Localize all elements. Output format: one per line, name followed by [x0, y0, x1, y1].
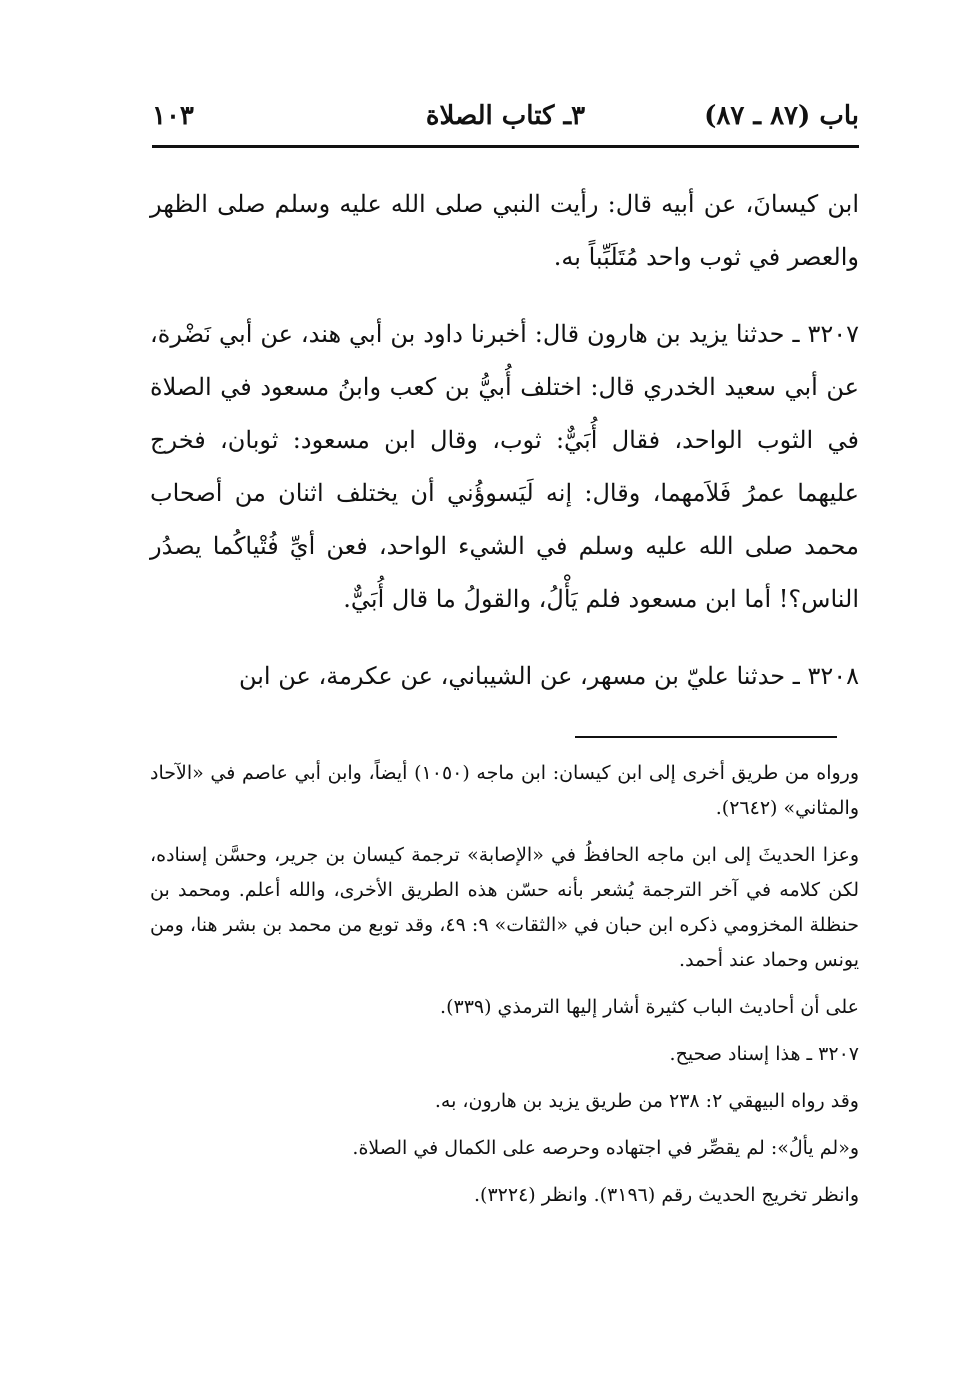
book-title: ٣ـ كتاب الصلاة [425, 101, 586, 131]
footnote-paragraph: وقد رواه البيهقي ٢: ٢٣٨ من طريق يزيد بن هارون، به. [434, 1090, 859, 1112]
paragraph-continuation: ابن كيسانَ، عن أبيه قال: رأيت النبي صلى الله عليه وسلم صلى الظهر والعصر في ثوب واحد مُتَلَبِّباً به. [150, 190, 859, 271]
page-number: ١٠٣ [152, 101, 194, 131]
footnote-paragraph: وعزا الحديثَ إلى ابن ماجه الحافظُ في «الإصابة» ترجمة كيسان بن جرير، وحسَّن إسناده، لكن كلامه في آخر الترجمة يُشعر بأنه حسّن هذه الطريق الأخرى، والله أعلم. ومحمد بن حنظلة المخزومي ذكره ابن حبان في «الثقات» ٩: ٤٩، وقد توبع من محمد بن بشر هنا، ومن يونس وحماد عند أحمد. [150, 844, 860, 971]
footnote-paragraph: و«لم يألُ»: لم يقصِّر في اجتهاده وحرصه على الكمال في الصلاة. [352, 1137, 859, 1159]
paragraph-hadith-3207: ٣٢٠٧ ـ حدثنا يزيد بن هارون قال: أخبرنا داود بن أبي هند، عن أبي نَضْرة، عن أبي سعيد الخدري قال: اختلف أُبيُّ بن كعب وابنُ مسعود في الصلاة في الثوب الواحد، فقال أُبَيٌّ: ثوب، وقال ابن مسعود: ثوبان، فخرج عليهما عمرُ فَلاَمهما، وقال: إنه لَيَسوؤُني أن يختلف اثنان من أصحاب محمد صلى الله عليه وسلم في الشيء الواحد، فعن أيِّ فُتْياكُما يصدُر الناس؟! أما ابن مسعود فلم يَأْلُ، والقولُ ما قال أُبَيٌّ. [150, 320, 859, 613]
paragraph-hadith-3208: ٣٢٠٨ ـ حدثنا عليّ بن مسهر، عن الشيباني، عن عكرمة، عن ابن [238, 662, 859, 690]
footnote-paragraph: على أن أحاديث الباب كثيرة أشار إليها الترمذي (٣٣٩). [440, 996, 859, 1018]
footnote-separator [575, 736, 837, 738]
main-text [150, 178, 859, 727]
running-header [152, 96, 859, 140]
footnote-paragraph: وانظر تخريج الحديث رقم (٣١٩٦). وانظر (٣٢٢٤). [474, 1184, 859, 1206]
footnote-paragraph: ورواه من طريق أخرى إلى ابن كيسان: ابن ماجه (١٠٥٠) أيضاً، وابن أبي عاصم في «الآحاد والمثاني» (٢٦٤٢). [150, 762, 859, 819]
footnotes [150, 756, 859, 1225]
footnote-paragraph: ٣٢٠٧ ـ هذا إسناد صحيح. [669, 1043, 859, 1065]
header-rule [152, 145, 859, 148]
chapter-heading: باب (٨٧ ـ ٨٧) [704, 101, 859, 131]
